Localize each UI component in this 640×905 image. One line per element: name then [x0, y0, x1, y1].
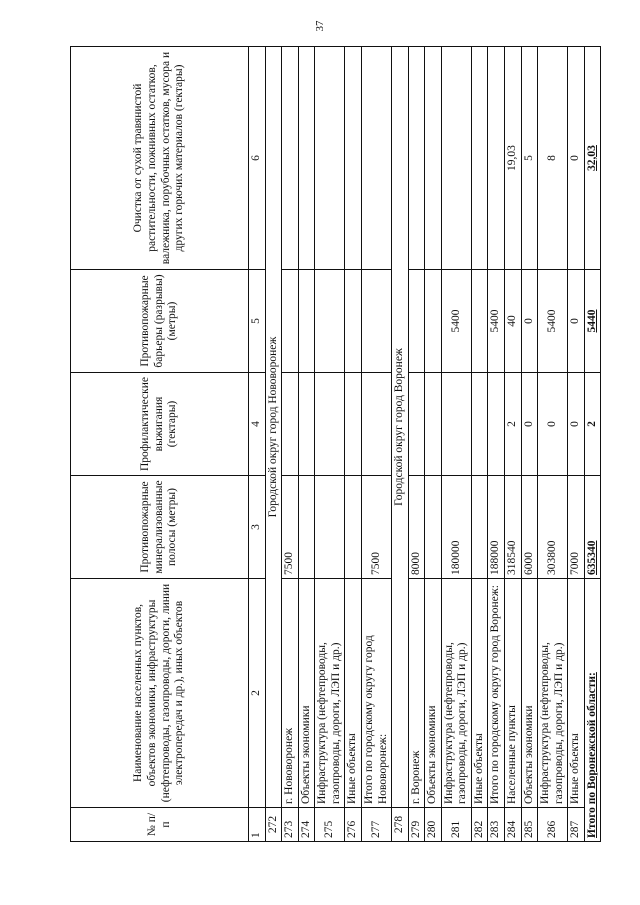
- column-number: 5: [249, 270, 266, 373]
- row-burn: [345, 373, 362, 476]
- table-row: [315, 47, 345, 842]
- row-burn: [408, 373, 425, 476]
- section-title: Городской округ город Нововоронеж: [265, 47, 282, 808]
- row-mineral: [298, 476, 315, 579]
- table-row: [345, 47, 362, 842]
- page-number: 37: [314, 20, 326, 32]
- row-cleanup: [425, 47, 442, 270]
- table-row: [441, 47, 471, 842]
- row-number: 273: [282, 808, 299, 842]
- table-row: [298, 47, 315, 842]
- table-row: [361, 47, 391, 842]
- row-mineral: 303800: [538, 476, 568, 579]
- header-mineral: Противопожарные минерализованные полосы (метры): [71, 476, 249, 579]
- row-name: Населенные пункты: [505, 579, 522, 808]
- row-barrier: 0: [568, 270, 585, 373]
- row-name: Иные объекты: [345, 579, 362, 808]
- table-row: [425, 47, 442, 842]
- row-barrier: [471, 270, 488, 373]
- row-barrier: [408, 270, 425, 373]
- total-mineral: 635340: [584, 476, 601, 579]
- row-number: 275: [315, 808, 345, 842]
- row-mineral: [425, 476, 442, 579]
- table-row: [521, 47, 538, 842]
- row-number: 274: [298, 808, 315, 842]
- row-barrier: 5400: [488, 270, 505, 373]
- total-barrier: 5440: [584, 270, 601, 373]
- rotated-table-container: [70, 47, 598, 842]
- row-burn: 0: [568, 373, 585, 476]
- row-cleanup: 19,03: [505, 47, 522, 270]
- table-row: [471, 47, 488, 842]
- column-number: 4: [249, 373, 266, 476]
- table-row: [408, 47, 425, 842]
- row-burn: 0: [521, 373, 538, 476]
- section-title: Городской округ город Воронеж: [392, 47, 409, 808]
- row-cleanup: [345, 47, 362, 270]
- row-burn: 2: [505, 373, 522, 476]
- column-number-row: [249, 47, 266, 842]
- row-burn: [425, 373, 442, 476]
- row-number: 279: [408, 808, 425, 842]
- row-mineral: 7500: [361, 476, 391, 579]
- row-cleanup: 8: [538, 47, 568, 270]
- column-number: 2: [249, 579, 266, 808]
- row-name: Объекты экономики: [425, 579, 442, 808]
- row-burn: [282, 373, 299, 476]
- row-name: Объекты экономики: [298, 579, 315, 808]
- total-cleanup: 32,03: [584, 47, 601, 270]
- row-burn: [315, 373, 345, 476]
- row-burn: [471, 373, 488, 476]
- row-mineral: 188000: [488, 476, 505, 579]
- row-cleanup: [408, 47, 425, 270]
- row-mineral: 7500: [282, 476, 299, 579]
- row-number: 278: [392, 808, 409, 842]
- row-mineral: 7000: [568, 476, 585, 579]
- row-name: Объекты экономики: [521, 579, 538, 808]
- row-barrier: [315, 270, 345, 373]
- column-number: 3: [249, 476, 266, 579]
- row-barrier: 40: [505, 270, 522, 373]
- column-number: 6: [249, 47, 266, 270]
- row-mineral: [315, 476, 345, 579]
- row-cleanup: [488, 47, 505, 270]
- row-cleanup: 5: [521, 47, 538, 270]
- table-row: [538, 47, 568, 842]
- row-mineral: 8000: [408, 476, 425, 579]
- header-num: № п/п: [71, 808, 249, 842]
- row-cleanup: [298, 47, 315, 270]
- header-barrier: Противопожарные барьеры (разрывы) (метры): [71, 270, 249, 373]
- row-number: 276: [345, 808, 362, 842]
- row-cleanup: [471, 47, 488, 270]
- row-name: Инфраструктура (нефтепроводы, газопроводы, дороги, ЛЭП и др.): [538, 579, 568, 808]
- row-barrier: 5400: [441, 270, 471, 373]
- row-number: 282: [471, 808, 488, 842]
- row-burn: [441, 373, 471, 476]
- row-number: 283: [488, 808, 505, 842]
- row-name: Инфраструктура (нефтепроводы, газопроводы, дороги, ЛЭП и др.): [315, 579, 345, 808]
- row-number: 285: [521, 808, 538, 842]
- row-mineral: 6000: [521, 476, 538, 579]
- row-mineral: [471, 476, 488, 579]
- row-name: г. Нововоронеж: [282, 579, 299, 808]
- fire-prevention-table: [70, 46, 601, 842]
- row-barrier: 0: [521, 270, 538, 373]
- row-burn: [488, 373, 505, 476]
- row-cleanup: [441, 47, 471, 270]
- row-cleanup: [315, 47, 345, 270]
- section-row: [265, 47, 282, 842]
- row-name: Итого по городскому округу город Нововоронеж:: [361, 579, 391, 808]
- row-barrier: [345, 270, 362, 373]
- row-barrier: 5400: [538, 270, 568, 373]
- total-row: [584, 47, 601, 842]
- row-burn: 0: [538, 373, 568, 476]
- total-label: Итого по Воронежской области:: [584, 579, 601, 842]
- row-barrier: [298, 270, 315, 373]
- table-row: [282, 47, 299, 842]
- total-burn: 2: [584, 373, 601, 476]
- header-cleanup: Очистка от сухой травянистой растительности, пожнивных остатков, валежника, порубочных остатков, мусора и других горючих материалов (гектары): [71, 47, 249, 270]
- row-name: г. Воронеж: [408, 579, 425, 808]
- row-number: 284: [505, 808, 522, 842]
- header-burn: Профилактические выжигания (гектары): [71, 373, 249, 476]
- column-number: 1: [249, 808, 266, 842]
- row-burn: [298, 373, 315, 476]
- row-number: 277: [361, 808, 391, 842]
- row-mineral: 318540: [505, 476, 522, 579]
- row-number: 286: [538, 808, 568, 842]
- row-name: Итого по городскому округу город Воронеж:: [488, 579, 505, 808]
- table-row: [505, 47, 522, 842]
- row-name: Инфраструктура (нефтепроводы, газопроводы, дороги, ЛЭП и др.): [441, 579, 471, 808]
- row-cleanup: [361, 47, 391, 270]
- table-row: [568, 47, 585, 842]
- row-burn: [361, 373, 391, 476]
- row-number: 272: [265, 808, 282, 842]
- section-row: [392, 47, 409, 842]
- row-number: 280: [425, 808, 442, 842]
- row-barrier: [282, 270, 299, 373]
- row-barrier: [425, 270, 442, 373]
- row-cleanup: [282, 47, 299, 270]
- row-number: 281: [441, 808, 471, 842]
- row-number: 287: [568, 808, 585, 842]
- row-barrier: [361, 270, 391, 373]
- row-mineral: [345, 476, 362, 579]
- table-row: [488, 47, 505, 842]
- row-cleanup: 0: [568, 47, 585, 270]
- row-name: Иные объекты: [471, 579, 488, 808]
- header-row: [71, 47, 249, 842]
- row-name: Иные объекты: [568, 579, 585, 808]
- row-mineral: 180000: [441, 476, 471, 579]
- header-name: Наименование населенных пунктов, объектов экономики, инфраструктуры (нефтепроводы, газопроводы, дороги, линии электропередач и др.), иных объектов: [71, 579, 249, 808]
